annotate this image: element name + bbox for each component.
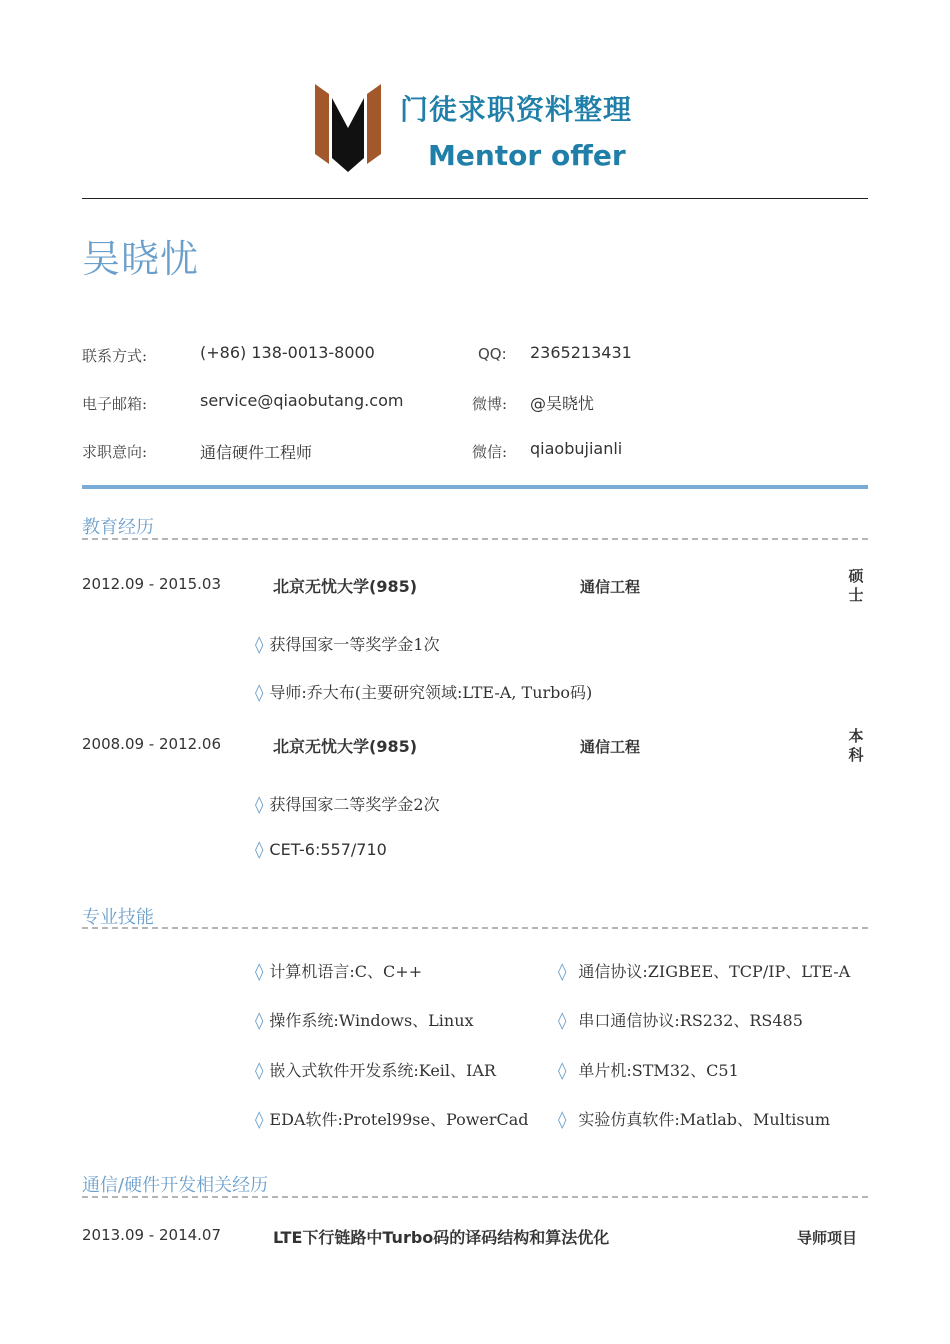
diamond-bullet-icon: ◊ (255, 840, 264, 860)
logo-chinese-text: 门徒求职资料整理 (400, 93, 633, 126)
logo-english-text: Mentor offer (428, 139, 626, 172)
diamond-bullet-icon: ◊ (558, 1011, 567, 1031)
diamond-bullet-icon: ◊ (255, 962, 264, 982)
skills-dashed-rule (82, 927, 868, 929)
phone-label: 联系方式: (82, 347, 148, 365)
education-school: 北京无忧大学(985) (273, 737, 418, 756)
experience-section-title: 通信/硬件开发相关经历 (82, 1175, 269, 1196)
qq-label: QQ: (478, 345, 507, 363)
skill-item: ◊ 计算机语言:C、C++ (255, 962, 423, 982)
diamond-bullet-icon: ◊ (558, 1110, 567, 1130)
education-bullet: ◊ 获得国家一等奖学金1次 (255, 635, 440, 655)
wechat-label: 微信: (472, 443, 508, 461)
diamond-bullet-icon: ◊ (255, 795, 264, 815)
diamond-bullet-icon: ◊ (255, 1061, 264, 1081)
education-date: 2012.09 - 2015.03 (82, 575, 222, 593)
diamond-bullet-icon: ◊ (255, 635, 264, 655)
education-bullet: ◊ 导师:乔大布(主要研究领域:LTE-A, Turbo码) (255, 683, 593, 703)
contact-divider-bar (82, 485, 868, 489)
header-divider (82, 198, 868, 199)
skill-item: ◊ 实验仿真软件:Matlab、Multisum (558, 1110, 831, 1130)
experience-project-title: LTE下行链路中Turbo码的译码结构和算法优化 (273, 1228, 610, 1247)
education-date: 2008.09 - 2012.06 (82, 735, 222, 753)
education-degree: 本科 (848, 727, 864, 764)
education-section-title: 教育经历 (82, 517, 154, 538)
education-school: 北京无忧大学(985) (273, 577, 418, 596)
mentor-logo-icon (313, 84, 383, 174)
education-degree: 硕士 (848, 567, 864, 604)
education-dashed-rule (82, 538, 868, 540)
skill-item: ◊ 操作系统:Windows、Linux (255, 1011, 474, 1031)
intent-label: 求职意向: (82, 443, 148, 461)
skill-item: ◊ EDA软件:Protel99se、PowerCad (255, 1110, 529, 1130)
education-bullet: ◊ CET-6:557/710 (255, 840, 387, 860)
diamond-bullet-icon: ◊ (255, 1110, 264, 1130)
experience-date: 2013.09 - 2014.07 (82, 1226, 222, 1244)
diamond-bullet-icon: ◊ (255, 683, 264, 703)
skills-section-title: 专业技能 (82, 907, 154, 928)
skill-item: ◊ 串口通信协议:RS232、RS485 (558, 1011, 803, 1031)
weibo-value: @吴晓忧 (530, 394, 595, 413)
email-value[interactable]: service@qiaobutang.com (200, 391, 404, 410)
experience-dashed-rule (82, 1196, 868, 1198)
education-major: 通信工程 (580, 578, 641, 596)
experience-project-tag: 导师项目 (797, 1229, 858, 1247)
candidate-name: 吴晓忧 (82, 237, 200, 281)
qq-value: 2365213431 (530, 343, 632, 362)
wechat-value: qiaobujianli (530, 439, 623, 458)
diamond-bullet-icon: ◊ (255, 1011, 264, 1031)
intent-value: 通信硬件工程师 (200, 443, 313, 462)
email-label: 电子邮箱: (82, 395, 148, 413)
skill-item: ◊ 通信协议:ZIGBEE、TCP/IP、LTE-A (558, 962, 851, 982)
education-bullet: ◊ 获得国家二等奖学金2次 (255, 795, 440, 815)
skill-item: ◊ 单片机:STM32、C51 (558, 1061, 739, 1081)
education-major: 通信工程 (580, 738, 641, 756)
skill-item: ◊ 嵌入式软件开发系统:Keil、IAR (255, 1061, 496, 1081)
phone-value: (+86) 138-0013-8000 (200, 343, 375, 362)
diamond-bullet-icon: ◊ (558, 962, 567, 982)
diamond-bullet-icon: ◊ (558, 1061, 567, 1081)
weibo-label: 微博: (472, 395, 508, 413)
